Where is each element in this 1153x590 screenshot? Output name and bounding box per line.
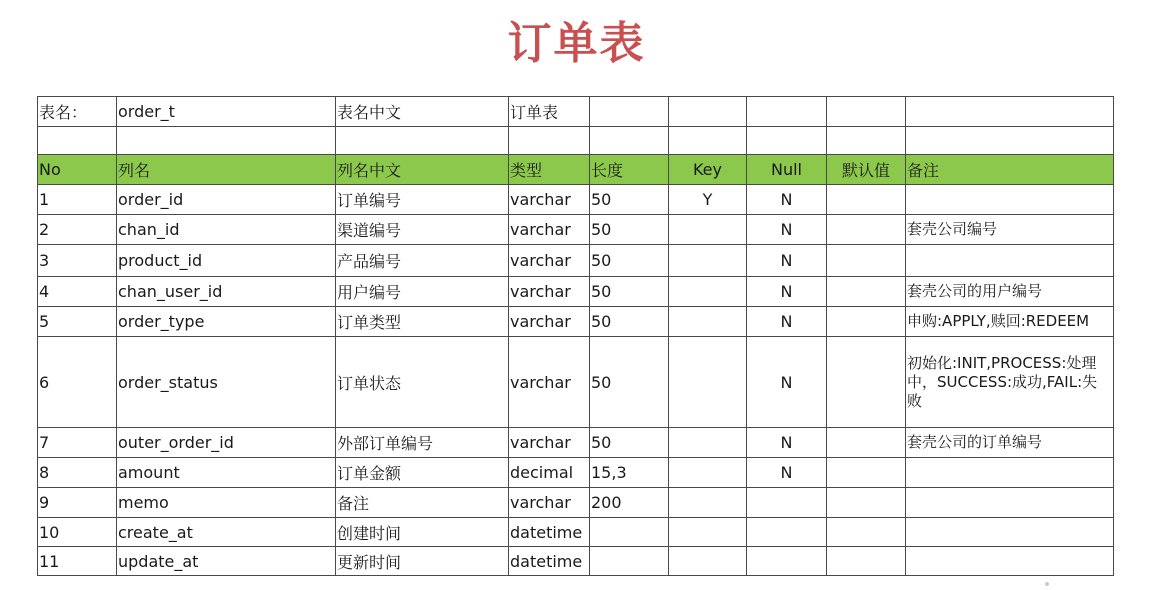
cell-length: 50 [590, 277, 669, 307]
table-row [38, 277, 1114, 307]
table-name-label: 表名： [38, 97, 117, 127]
cell-length: 50 [590, 337, 669, 428]
cell-length: 50 [590, 185, 669, 215]
cell-column-name: outer_order_id [117, 428, 336, 458]
cell-type: varchar [509, 245, 590, 277]
cell-no: 1 [38, 185, 117, 215]
cell-column-name: chan_id [117, 215, 336, 245]
cell-column-cn-name: 渠道编号 [336, 215, 509, 245]
cell-default [827, 215, 906, 245]
cell-type: varchar [509, 215, 590, 245]
cell-default [827, 547, 906, 576]
empty-cell [747, 127, 827, 155]
meta-row [38, 97, 1114, 127]
page-title: 订单表 [507, 18, 646, 69]
cell-remark [906, 245, 1114, 277]
cell-key [669, 337, 747, 428]
column-header-length: 长度 [590, 155, 669, 185]
cell-column-cn-name: 用户编号 [336, 277, 509, 307]
cell-length: 50 [590, 307, 669, 337]
cell-type: varchar [509, 277, 590, 307]
cell-key: Y [669, 185, 747, 215]
cell-length: 50 [590, 428, 669, 458]
spacer-row [38, 127, 1114, 155]
cursor-indicator [1045, 582, 1049, 586]
empty-cell [906, 97, 1114, 127]
cell-null [747, 547, 827, 576]
cell-type: varchar [509, 488, 590, 518]
table-row [38, 518, 1114, 547]
cell-null [747, 518, 827, 547]
table-row [38, 245, 1114, 277]
cell-null: N [747, 337, 827, 428]
cell-no: 6 [38, 337, 117, 428]
empty-cell [38, 127, 117, 155]
table-row [38, 458, 1114, 488]
cell-column-name: memo [117, 488, 336, 518]
cell-default [827, 488, 906, 518]
cell-default [827, 428, 906, 458]
cell-key [669, 488, 747, 518]
cell-key [669, 245, 747, 277]
cell-type: varchar [509, 337, 590, 428]
table-row [38, 488, 1114, 518]
cell-remark [906, 547, 1114, 576]
column-header-no: No [38, 155, 117, 185]
cell-length: 50 [590, 215, 669, 245]
table-cn-value: 订单表 [509, 97, 590, 127]
cell-length [590, 518, 669, 547]
cell-column-cn-name: 订单状态 [336, 337, 509, 428]
cell-default [827, 337, 906, 428]
cell-default [827, 185, 906, 215]
cell-column-name: order_type [117, 307, 336, 337]
cell-null: N [747, 277, 827, 307]
cell-null [747, 488, 827, 518]
empty-cell [590, 127, 669, 155]
cell-no: 7 [38, 428, 117, 458]
column-header-type: 类型 [509, 155, 590, 185]
empty-cell [827, 127, 906, 155]
cell-column-name: update_at [117, 547, 336, 576]
table-name-value: order_t [117, 97, 336, 127]
cell-remark: 套壳公司编号 [906, 215, 1114, 245]
cell-null: N [747, 458, 827, 488]
cell-column-cn-name: 订单金额 [336, 458, 509, 488]
column-header-key: Key [669, 155, 747, 185]
cell-null: N [747, 215, 827, 245]
empty-cell [336, 127, 509, 155]
cell-column-cn-name: 更新时间 [336, 547, 509, 576]
cell-no: 10 [38, 518, 117, 547]
cell-column-cn-name: 订单编号 [336, 185, 509, 215]
column-header-default: 默认值 [827, 155, 906, 185]
cell-remark [906, 488, 1114, 518]
cell-type: varchar [509, 428, 590, 458]
cell-default [827, 518, 906, 547]
cell-type: decimal [509, 458, 590, 488]
table-row [38, 307, 1114, 337]
cell-column-name: chan_user_id [117, 277, 336, 307]
cell-type: varchar [509, 307, 590, 337]
empty-cell [906, 127, 1114, 155]
header-row [38, 155, 1114, 185]
cell-key [669, 215, 747, 245]
cell-type: datetime [509, 518, 590, 547]
cell-default [827, 458, 906, 488]
cell-key [669, 518, 747, 547]
table-row [38, 428, 1114, 458]
cell-null: N [747, 307, 827, 337]
cell-default [827, 245, 906, 277]
cell-length: 50 [590, 245, 669, 277]
cell-no: 11 [38, 547, 117, 576]
cell-column-cn-name: 外部订单编号 [336, 428, 509, 458]
cell-column-cn-name: 备注 [336, 488, 509, 518]
column-header-remark: 备注 [906, 155, 1114, 185]
cell-no: 8 [38, 458, 117, 488]
cell-type: varchar [509, 185, 590, 215]
cell-length [590, 547, 669, 576]
cell-remark [906, 185, 1114, 215]
column-header-name: 列名 [117, 155, 336, 185]
empty-cell [827, 97, 906, 127]
cell-remark: 申购:APPLY,赎回:REDEEM [906, 307, 1114, 337]
cell-column-name: create_at [117, 518, 336, 547]
cell-key [669, 277, 747, 307]
cell-no: 9 [38, 488, 117, 518]
cell-remark: 套壳公司的订单编号 [906, 428, 1114, 458]
cell-default [827, 277, 906, 307]
cell-no: 2 [38, 215, 117, 245]
cell-length: 15,3 [590, 458, 669, 488]
cell-no: 4 [38, 277, 117, 307]
empty-cell [747, 97, 827, 127]
cell-null: N [747, 245, 827, 277]
cell-column-name: order_status [117, 337, 336, 428]
cell-null: N [747, 185, 827, 215]
empty-cell [509, 127, 590, 155]
empty-cell [669, 97, 747, 127]
cell-column-name: product_id [117, 245, 336, 277]
cell-remark [906, 518, 1114, 547]
cell-type: datetime [509, 547, 590, 576]
cell-key [669, 428, 747, 458]
column-header-null: Null [747, 155, 827, 185]
cell-remark: 初始化:INIT,PROCESS:处理中，SUCCESS:成功,FAIL:失败 [906, 337, 1114, 428]
table-cn-label: 表名中文 [336, 97, 509, 127]
empty-cell [669, 127, 747, 155]
cell-default [827, 307, 906, 337]
cell-null: N [747, 428, 827, 458]
table-row [38, 185, 1114, 215]
cell-length: 200 [590, 488, 669, 518]
table-row [38, 337, 1114, 428]
cell-column-cn-name: 产品编号 [336, 245, 509, 277]
cell-key [669, 307, 747, 337]
cell-column-cn-name: 创建时间 [336, 518, 509, 547]
cell-column-name: order_id [117, 185, 336, 215]
cell-no: 5 [38, 307, 117, 337]
cell-column-cn-name: 订单类型 [336, 307, 509, 337]
column-header-cn-name: 列名中文 [336, 155, 509, 185]
empty-cell [590, 97, 669, 127]
order-table-spec [37, 96, 1114, 576]
cell-key [669, 547, 747, 576]
empty-cell [117, 127, 336, 155]
cell-remark: 套壳公司的用户编号 [906, 277, 1114, 307]
cell-no: 3 [38, 245, 117, 277]
table-row [38, 215, 1114, 245]
cell-remark [906, 458, 1114, 488]
table-row [38, 547, 1114, 576]
cell-key [669, 458, 747, 488]
cell-column-name: amount [117, 458, 336, 488]
